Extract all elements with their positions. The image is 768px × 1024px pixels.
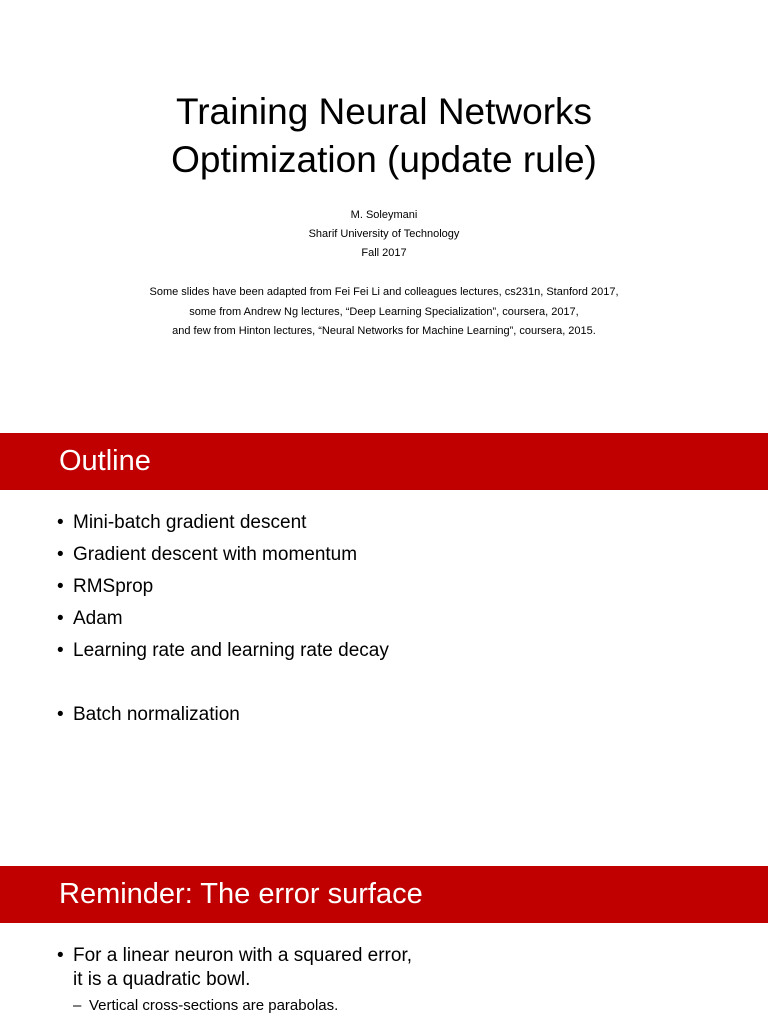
list-item-text: Learning rate and learning rate decay: [73, 640, 389, 661]
list-item: [57, 944, 412, 992]
slide-heading: Reminder: The error surface: [0, 866, 768, 923]
attribution-block: [0, 283, 768, 342]
list-item: [57, 606, 389, 638]
list-item-text: RMSprop: [73, 576, 154, 597]
title-line-2: Optimization (update rule): [171, 139, 597, 180]
list-item-text-line-1: For a linear neuron with a squared error,: [73, 945, 413, 966]
author-name: M. Soleymani: [350, 209, 418, 221]
term: Fall 2017: [361, 247, 407, 259]
list-item-text: Mini-batch gradient descent: [73, 512, 307, 533]
bullet-dot: •: [57, 576, 64, 597]
list-item: [57, 510, 389, 542]
list-item: [57, 702, 389, 734]
reminder-bullets: [57, 944, 412, 1016]
list-item-text: Adam: [73, 608, 123, 629]
sub-bullet-dash: –: [73, 997, 82, 1014]
bullet-dot: •: [57, 945, 64, 966]
slide-heading: Outline: [0, 433, 768, 490]
title-line-1: Training Neural Networks: [175, 91, 593, 132]
outline-slide: [0, 433, 768, 853]
list-item: [57, 574, 389, 606]
institution-name: Sharif University of Technology: [308, 228, 460, 240]
list-item: [57, 542, 389, 574]
list-item-text-line-2: it is a quadratic bowl.: [73, 969, 251, 990]
sub-list-item: [57, 996, 412, 1016]
list-item-text: Gradient descent with momentum: [73, 544, 358, 565]
slide-title: [0, 88, 768, 184]
bullet-dot: •: [57, 608, 64, 629]
sub-list-item-text: Vertical cross-sections are parabolas.: [89, 997, 339, 1014]
bullet-dot: •: [57, 640, 64, 661]
attribution-line-2: some from Andrew Ng lectures, “Deep Learning Specialization”, coursera, 2017,: [189, 305, 579, 318]
list-item: [57, 638, 389, 670]
reminder-slide: [0, 866, 768, 1024]
bullet-dot: •: [57, 512, 64, 533]
attribution-line-1: Some slides have been adapted from Fei Fei Li and colleagues lectures, cs231n, Stanford 2017,: [149, 286, 619, 298]
list-item-text: Batch normalization: [73, 704, 240, 725]
title-slide: [0, 0, 768, 420]
author-block: [0, 206, 768, 263]
outline-list: [57, 510, 389, 734]
bullet-dot: •: [57, 544, 64, 565]
bullet-dot: •: [57, 704, 64, 725]
attribution-line-3: and few from Hinton lectures, “Neural Networks for Machine Learning”, coursera, 2015.: [172, 325, 596, 337]
